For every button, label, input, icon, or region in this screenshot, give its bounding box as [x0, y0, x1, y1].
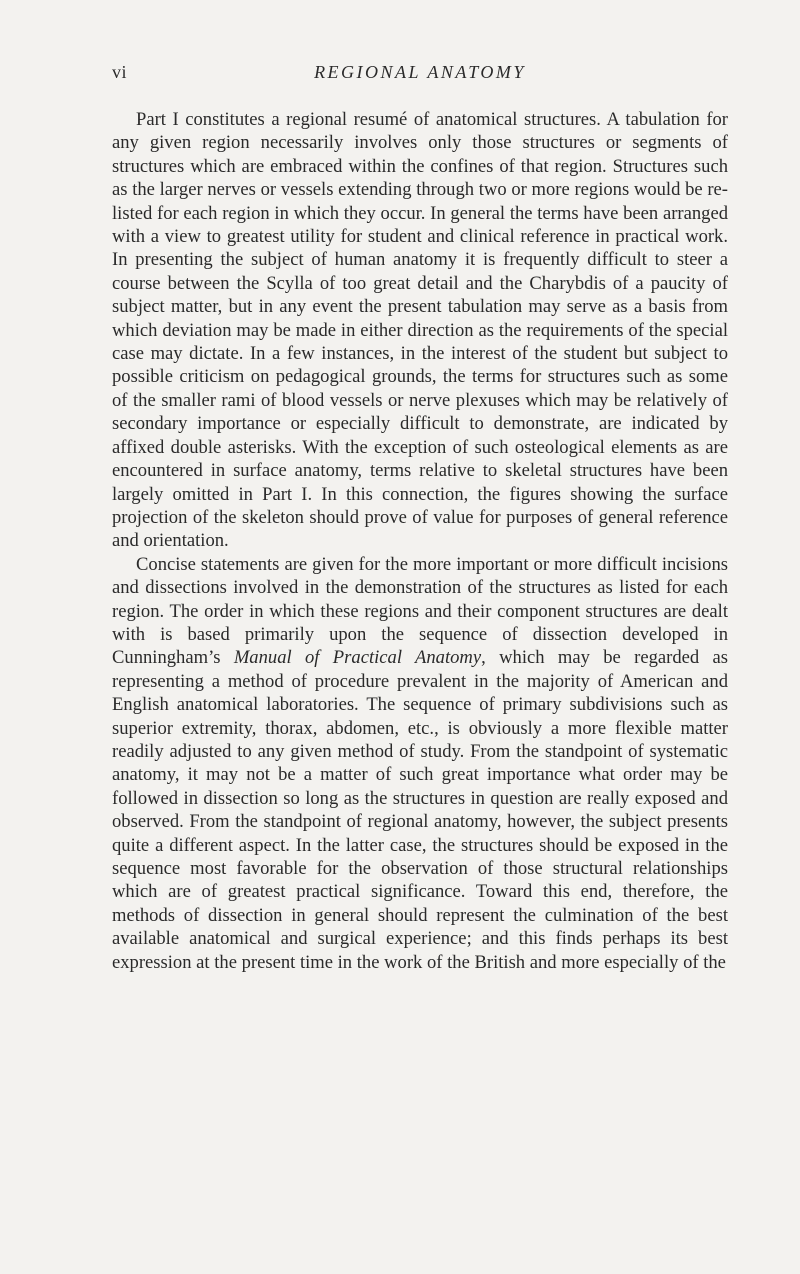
page-header: [112, 62, 728, 86]
running-head: REGIONAL ANATOMY: [314, 62, 526, 82]
book-title-reference: Manual of Practical Anatomy: [233, 647, 482, 669]
paragraph-1: Part I constitutes a regional resumé of anatomical structures. A tabulation for any given region necessarily involves only those structures or segments of structures which are embraced within the confines of that region. Structures such as the larger nerves or vessels extending through two or more regions would be re-listed for each region in which they occur. In general the terms have been arranged with a view to greatest utility for student and clinical reference in practical work. In presenting the subject of human anatomy it is frequently difficult to steer a course between the Scylla of too great detail and the Charybdis of a paucity of subject matter, but in any event the present tabulation may serve as a basis from which deviation may be made in either direction as the requirements of the special case may dictate. In a few instances, in the interest of the student but subject to possible criticism on pedagogical grounds, the terms for structures such as some of the smaller rami of blood vessels or nerve plexuses which may be relatively of secondary importance or especially difficult to demonstrate, are indicated by affixed double asterisks. With the exception of such osteological elements as are encountered in surface anatomy, terms relative to skeletal structures have been largely omitted in Part I. In this connection, the figures showing the surface projection of the skeleton should prove of value for purposes of general reference and orientation.: [112, 109, 728, 552]
paragraph-2-text-end: , which may be regarded as representing a method of procedure prevalent in the majority of American and English anatomical laboratories. The sequence of primary subdivisions such as superior extremity, thorax, abdomen, etc., is obviously a more flexible matter readily adjusted to any given method of study. From the standpoint of systematic anatomy, it may not be a matter of such great importance what order may be followed in dissection so long as the structures in question are really exposed and observed. From the standpoint of regional anatomy, however, the subject presents quite a different aspect. In the latter case, the structures should be exposed in the sequence most favorable for the observation of those structural relationships which are of greatest practical significance. Toward this end, therefore, the methods of dissection in general should represent the culmination of the best available anatomical and surgical experience; and this finds perhaps its best expression at the present time in the work of the British and more especially of the: [112, 647, 728, 973]
page-number: vi: [112, 62, 128, 82]
paragraph-2-text-start: Concise statements are given for the more important or more difficult incisions and dissections involved in the demonstration of the structures as listed for each region. The order in which these regions and their component structures are dealt with is based primarily upon the sequence of dissection developed in Cunningham’s: [112, 553, 728, 669]
body-text: [112, 108, 728, 974]
paragraph-2: [112, 553, 728, 974]
